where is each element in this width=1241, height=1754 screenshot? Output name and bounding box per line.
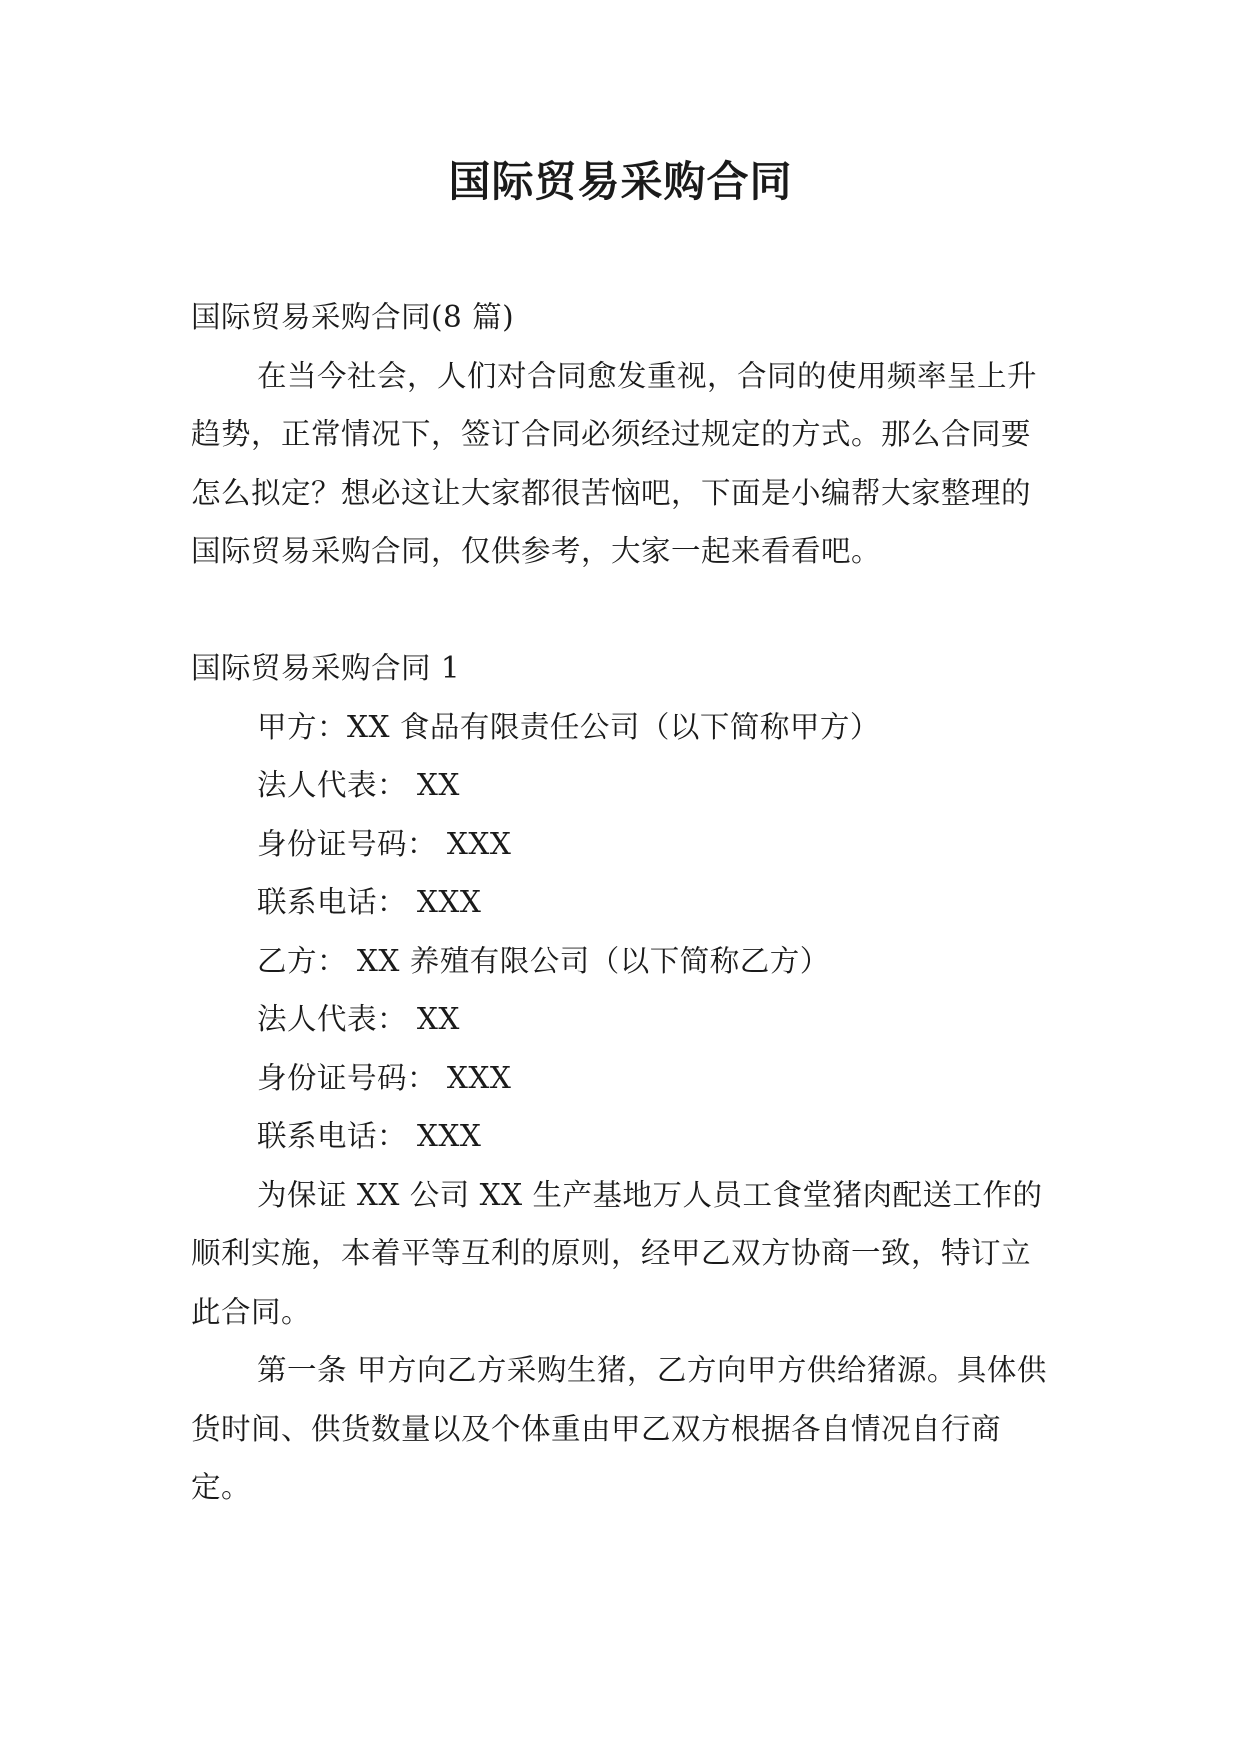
party-a-phone: 联系电话： XXX <box>257 885 482 919</box>
party-a-id-number: 身份证号码： XXX <box>257 826 512 861</box>
party-b-line: 乙方： XX 养殖有限公司（以下简称乙方） <box>257 943 830 978</box>
party-b-phone: 联系电话： XXX <box>257 1119 482 1153</box>
party-a-legal-rep: 法人代表： XX <box>257 768 460 802</box>
paragraph-spacer <box>191 581 1051 640</box>
document-body <box>191 288 1051 1517</box>
party-b-id-number: 身份证号码： XXX <box>257 1060 512 1095</box>
party-a-line: 甲方：XX 食品有限责任公司（以下简称甲方） <box>257 709 880 744</box>
document-title: 国际贸易采购合同 <box>448 157 793 206</box>
article-1-paragraph: 第一条 甲方向乙方采购生猪，乙方向甲方供给猪源。具体供货时间、供货数量以及个体重由甲乙双方根据各自情况自行商定。 <box>191 1353 1047 1504</box>
intro-paragraph: 在当今社会，人们对合同愈发重视，合同的使用频率呈上升趋势，正常情况下，签订合同必须经过规定的方式。那么合同要怎么拟定？想必这让大家都很苦恼吧，下面是小编帮大家整理的国际贸易采购合同，仅供参考，大家一起来看看吧。 <box>191 358 1038 568</box>
purpose-paragraph: 为保证 XX 公司 XX 生产基地万人员工食堂猪肉配送工作的顺利实施，本着平等互利的原则，经甲乙双方协商一致，特订立此合同。 <box>191 1177 1043 1329</box>
party-b-legal-rep: 法人代表： XX <box>257 1002 460 1036</box>
document-subtitle: 国际贸易采购合同(8 篇) <box>191 300 515 334</box>
section-heading: 国际贸易采购合同 1 <box>191 651 461 685</box>
